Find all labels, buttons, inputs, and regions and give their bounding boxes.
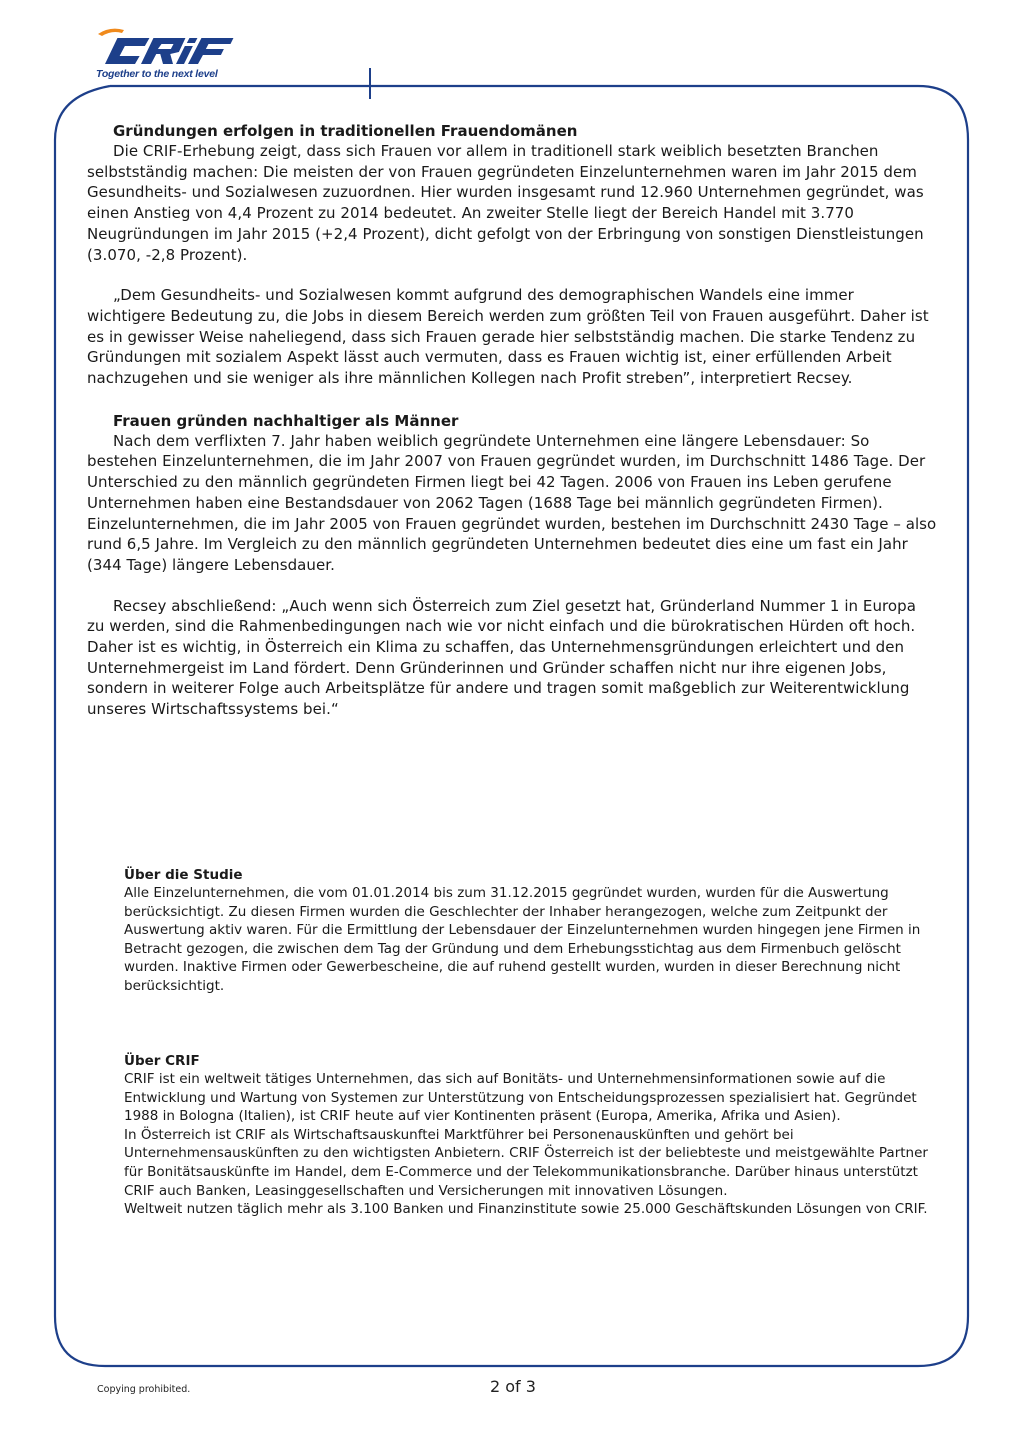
quote-paragraph: Recsey abschließend: „Auch wenn sich Österreich zum Ziel gesetzt hat, Gründerland Nummer 1 in Europa zu werden, sind die Rahmenbedingungen nach wie vor nicht einfach und die bürokratischen Hürden oft hoch. Daher ist es wichtig, in Österreich ein Klima zu schaffen, das Unternehmensgründungen erleichtert und den Unternehmergeist im Land fördert. Denn Gründerinnen und Gründer schaffen nicht nur ihre eigenen Jobs, sondern in weiterer Folge auch Arbeitsplätze für andere und tragen somit maßgeblich zur Weiterentwicklung unseres Wirtschaftssystems bei.“ — [87, 596, 916, 719]
paragraph: Die CRIF-Erhebung zeigt, dass sich Frauen vor allem in traditionell stark weiblich besetzten Branchen selbstständig machen: Die meisten der von Frauen gegründeten Einzelunternehmen waren im Jahr 2015 dem Gesundheits- und Sozialwesen zuzuordnen. Hier wurden insgesamt rund 12.960 Unternehmen gegründet, was einen Anstieg von 4,4 Prozent zu 2014 bedeutet. An zweiter Stelle liegt der Bereich Handel mit 3.770 Neugründungen im Jahr 2015 (+2,4 Prozent), dicht gefolgt von der Erbringung von sonstigen Dienstleistungen (3.070, -2,8 Prozent). — [87, 142, 924, 264]
section-heading: Gründungen erfolgen in traditionellen Frauendomänen — [113, 122, 578, 140]
quote-paragraph: „Dem Gesundheits- und Sozialwesen kommt aufgrund des demographischen Wandels eine immer wichtigere Bedeutung zu, die Jobs in diesem Bereich werden zum größten Teil von Frauen ausgeführt. Daher ist es in gewisser Weise naheliegend, dass sich Frauen gerade hier selbstständig machen. Die starke Tendenz zu Gründungen mit sozialem Aspekt lässt auch vermuten, dass es Frauen wichtig ist, einer erfüllenden Arbeit nachzugehen und sie weniger als ihre männlichen Kollegen nach Profit streben”, interpretiert Recsey. — [87, 286, 929, 388]
logo-tagline: Together to the next level — [96, 68, 218, 80]
about-crif-paragraph: In Österreich ist CRIF als Wirtschaftsauskunftei Marktführer bei Personenauskünften und gehört bei Unternehmensauskünften zu den wichtigsten Anbietern. CRIF Österreich ist der beliebteste und meistgewählte Partner für Bonitätsauskünfte im Handel, dem E-Commerce und der Telekommunikationsbranche. Darüber hinaus unterstützt CRIF auch Banken, Leasinggesellschaften und Versicherungen mit innovativen Lösungen. — [124, 1126, 928, 1199]
about-study-text: Alle Einzelunternehmen, die vom 01.01.2014 bis zum 31.12.2015 gegründet wurden, wurden für die Auswertung berücksichtigt. Zu diesen Firmen wurden die Geschlechter der Inhaber herangezogen, welche zum Zeitpunkt der Auswertung aktiv waren. Für die Ermittlung der Lebensdauer der Einzelunternehmen wurden hingegen jene Firmen in Betracht gezogen, die zwischen dem Tag der Gründung und dem Erhebungsstichtag aus dem Firmenbuch gelöscht wurden. Inaktive Firmen oder Gewerbescheine, die auf ruhend gestellt wurden, wurden in dieser Berechnung nicht berücksichtigt. — [124, 885, 921, 994]
section-heading: Frauen gründen nachhaltiger als Männer — [113, 411, 459, 430]
page-indicator: 2 of 3 — [490, 1377, 536, 1396]
paragraph: Nach dem verflixten 7. Jahr haben weiblich gegründete Unternehmen eine längere Lebensdauer: So bestehen Einzelunternehmen, die im Jahr 2007 von Frauen gegründet wurden, im Durchschnitt 1486 Tage. Der Unterschied zu den männlich gegründeten Firmen liegt bei 42 Tagen. 2006 von Frauen ins Leben gerufene Unternehmen haben eine Bestandsdauer von 2062 Tagen (1688 Tage bei männlich gegründeten Firmen). Einzelunternehmen, die im Jahr 2005 von Frauen gegründet wurden, bestehen im Durchschnitt 2430 Tage – also rund 6,5 Jahre. Im Vergleich zu den männlich gegründeten Unternehmen bedeutet dies eine um fast ein Jahr (344 Tage) längere Lebensdauer. — [87, 431, 937, 574]
about-study-box — [124, 866, 934, 996]
article-body — [87, 121, 937, 720]
copyright-notice: Copying prohibited. — [97, 1384, 191, 1395]
about-crif-box — [124, 1052, 934, 1219]
about-crif-paragraph: CRIF ist ein weltweit tätiges Unternehmen, das sich auf Bonitäts- und Unternehmensinformationen sowie auf die Entwicklung und Wartung von Systemen zur Unterstützung von Entscheidungsprozessen spezialisiert hat. Gegründet 1988 in Bologna (Italien), ist CRIF heute auf vier Kontinenten präsent (Europa, Amerika, Afrika und Asien). — [124, 1071, 917, 1125]
about-crif-heading: Über CRIF — [124, 1053, 200, 1069]
about-crif-paragraph: Weltweit nutzen täglich mehr als 3.100 Banken und Finanzinstitute sowie 25.000 Geschäftskunden Lösungen von CRIF. — [124, 1201, 928, 1218]
about-study-heading: Über die Studie — [124, 867, 243, 883]
crif-logo-icon — [92, 24, 242, 72]
